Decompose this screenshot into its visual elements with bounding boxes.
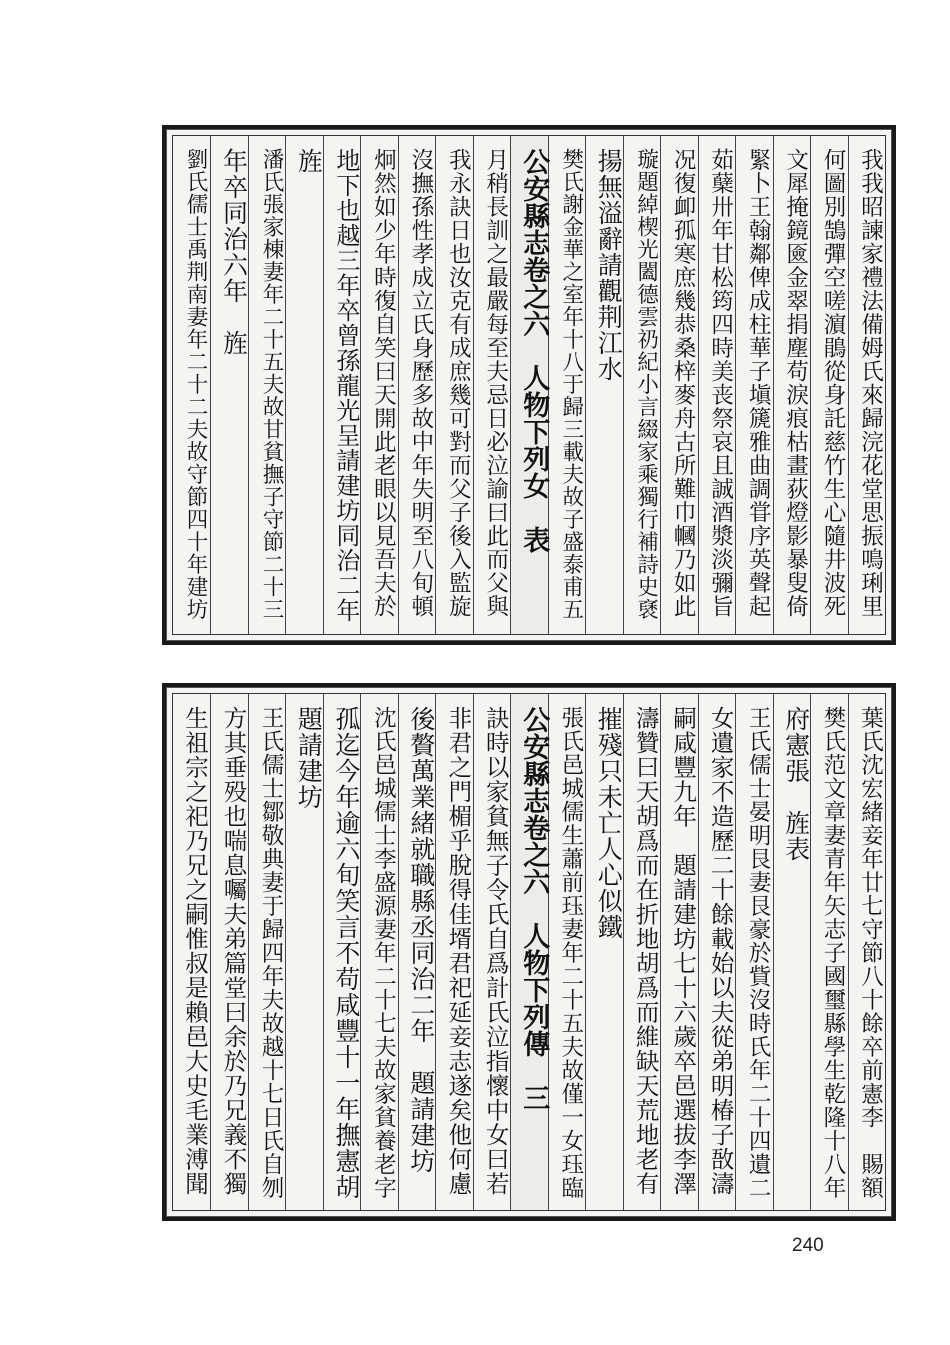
- bottom-column-text: 府憲張 旌表: [781, 706, 811, 862]
- bottom-column-text: 沈氏邑城儒士李盛源妻年二十七夫故家貧養老字: [370, 706, 397, 1200]
- bottom-column-text: 王氏儒士鄒敬典妻于歸四年夫故越十七日氏自刎: [257, 706, 284, 1200]
- bottom-column-text: 濤贊曰天胡爲而在折地胡爲而維缺天荒地老有: [631, 706, 660, 1196]
- bottom-column-text: 孤迄今年逾六旬笑言不苟咸豐十一年撫憲胡: [331, 706, 361, 1200]
- top-column: [173, 136, 210, 634]
- bottom-column-text: 張氏邑城儒生蕭前珏妻年二十五夫故僅一女珏臨: [557, 706, 584, 1200]
- top-column-text: 公安縣志卷之六 人物下列女 表: [518, 148, 550, 553]
- top-column-text: 我永訣日也汝克有成庶幾可對而父子後入監旋: [445, 148, 472, 618]
- top-column-text: 璇題綽楔光闔德雲礽紀小言綴家乘獨行補詩史褎: [633, 148, 659, 621]
- top-column-text: 茹蘖卅年甘松筠四時美丧祭哀且誠酒漿淡彌旨: [707, 148, 734, 618]
- bottom-column-text: 嗣咸豐九年 題請建坊七十六歲卒邑選拔李澤: [669, 706, 698, 1196]
- bottom-column-text: 後贅萬業緒就職縣丞同治二年 題請建坊: [406, 706, 436, 1174]
- bottom-leaf-frame: [172, 693, 886, 1211]
- bottom-column-text: 女遺家不造歷二十餘載始以夫從弟明椿子敔濤: [706, 706, 735, 1196]
- top-column-text: 年卒同治六年 旌: [219, 148, 249, 356]
- top-column-text: 况復卹孤寒庶幾恭桑梓麥舟古所難巾幗乃如此: [670, 148, 697, 618]
- top-column-text: 文犀掩鏡匳金翠捐塵苟淚痕枯畫荻燈影暴叟倚: [782, 148, 809, 618]
- bottom-column-text: 葉氏沈宏緒妾年廿七守節八十餘卒前憲李 賜額: [857, 706, 884, 1200]
- top-column: [323, 136, 360, 634]
- bottom-column-text: 方其垂殁也喘息囑夫弟篇堂曰余於乃兄義不獨: [219, 706, 248, 1196]
- bottom-column-text: 王氏儒士晏明艮妻艮豪於貲沒時氏年二十四遺二: [745, 706, 772, 1200]
- top-column-text: 劉氏儒士禹荆南妻年二十二夫故守節四十年建坊: [183, 148, 208, 621]
- bottom-column-text: 生祖宗之祀乃兄之嗣惟叔是賴邑大史毛業溥聞: [181, 706, 209, 1196]
- top-column-text: 月稍長訓之最嚴每至夫忌日必泣諭曰此而父與: [482, 148, 509, 618]
- bottom-column-text: 摧殘只未亡人心似鐵: [594, 706, 624, 940]
- bottom-column-text: 樊氏范文章妻青年矢志子國璽縣學生乾隆十八年: [820, 706, 847, 1200]
- bottom-column-text: 公安縣志卷之六 人物下列傳 三: [518, 706, 550, 1111]
- top-column-text: 沒撫孫性孝成立氏身歷多故中年失明至八旬頓: [407, 148, 434, 618]
- top-column-text: 揚無溢辭請觀荆江水: [594, 148, 624, 382]
- bottom-column-text: 非君之門楣乎脫得佳壻君祀延妾志遂矣他何慮: [444, 706, 473, 1196]
- top-leaf: [162, 125, 896, 645]
- bottom-column-text: 題請建坊: [294, 706, 324, 810]
- top-leaf-frame: [172, 135, 886, 635]
- top-column-text: 我我昭諫家禮法備姆氏來歸浣花堂思振鳴琍里: [857, 148, 884, 618]
- bottom-column-text: 訣時以家貧無子令氏自爲計氏泣指懷中女曰若: [481, 706, 510, 1196]
- bottom-leaf: [162, 683, 896, 1221]
- top-column-text: 炯然如少年時復自笑曰天開此老眼以見吾夫於: [370, 148, 397, 618]
- top-column-text: 潘氏張家棟妻年二十五夫故甘貧撫子守節二十三: [258, 148, 284, 621]
- top-column-text: 緊卜王翰鄰俾成柱華子塡篪雅曲調甞序英聲起: [745, 148, 772, 618]
- page-number: 240: [792, 1235, 824, 1256]
- top-column-text: 地下也越三年卒曾孫龍光呈請建坊同治二年: [331, 148, 360, 623]
- top-column-text: 樊氏謝金華之室年十八于歸三載夫故子盛泰甫五: [558, 148, 584, 621]
- top-column-text: 何圖別鵠彈空嗟濵鵑從身託慈竹生心隨井波死: [820, 148, 847, 618]
- top-column-text: 旌: [294, 148, 324, 174]
- bottom-column: [173, 694, 210, 1210]
